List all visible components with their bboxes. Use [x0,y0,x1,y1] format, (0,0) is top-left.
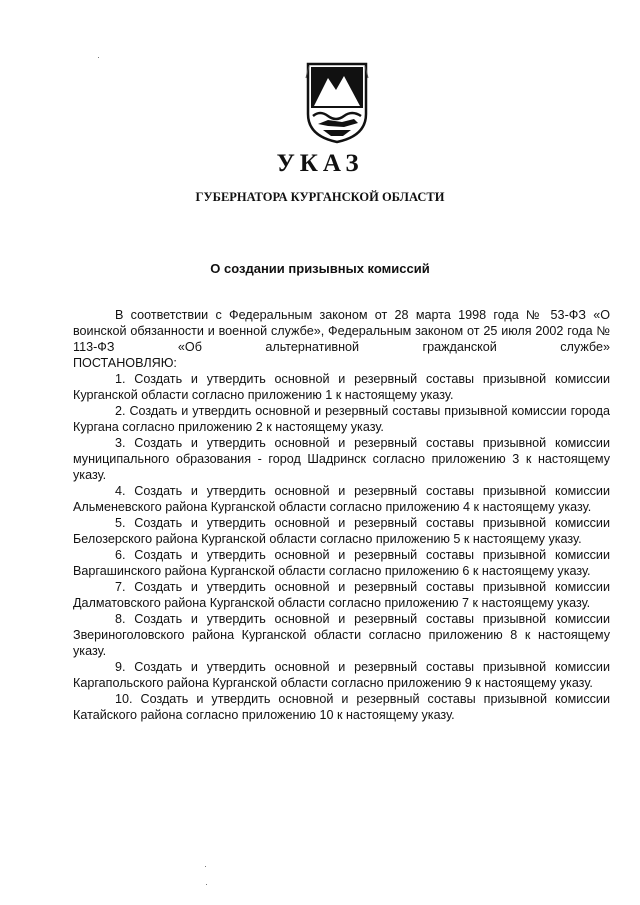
decree-item: 9. Создать и утвердить основной и резервный составы призывной комиссии Каргапольского района Курганской области согласно приложению 9 к настоящему указу. [73,660,610,690]
decree-item: 10. Создать и утвердить основной и резервный составы призывной комиссии Катайского района согласно приложению 10 к настоящему указу. [73,692,610,722]
decree-item: 5. Создать и утвердить основной и резервный составы призывной комиссии Белозерского района Курганской области согласно приложению 5 к настоящему указу. [73,516,610,546]
decree-item: 4. Создать и утвердить основной и резервный составы призывной комиссии Альменевского района Курганской области согласно приложению 4 к настоящему указу. [73,484,610,514]
scan-speck [98,57,99,58]
decree-heading: О создании призывных комиссий [210,261,430,276]
intro-paragraph: В соответствии с Федеральным законом от 28 марта 1998 года № 53-ФЗ «О воинской обязанности и военной службе», Федеральным законом от 25 июля 2002 года № 113-ФЗ «Об альтернативной гражданской службе» [73,308,610,354]
decree-item: 2. Создать и утвердить основной и резервный составы призывной комиссии города Кургана согласно приложению 2 к настоящему указу. [73,404,610,434]
document-title: УКАЗ [276,150,364,177]
scan-speck [206,884,207,885]
document-subtitle: ГУБЕРНАТОРА КУРГАНСКОЙ ОБЛАСТИ [195,190,445,204]
scan-speck [205,866,206,867]
decree-word: ПОСТАНОВЛЯЮ: [73,356,177,370]
decree-item: 6. Создать и утвердить основной и резервный составы призывной комиссии Варгашинского района Курганской области согласно приложению 6 к настоящему указу. [73,548,610,578]
coat-of-arms-icon [298,56,376,146]
decree-body [73,307,610,723]
decree-item: 3. Создать и утвердить основной и резервный составы призывной комиссии муниципального образования - город Шадринск согласно приложению 3 к настоящему указу. [73,436,610,482]
decree-item: 8. Создать и утвердить основной и резервный составы призывной комиссии Звериноголовского района Курганской области согласно приложению 8 к настоящему указу. [73,612,610,658]
decree-item: 1. Создать и утвердить основной и резервный составы призывной комиссии Курганской области согласно приложению 1 к настоящему указу. [73,372,610,402]
decree-item: 7. Создать и утвердить основной и резервный составы призывной комиссии Далматовского района Курганской области согласно приложению 7 к настоящему указу. [73,580,610,610]
